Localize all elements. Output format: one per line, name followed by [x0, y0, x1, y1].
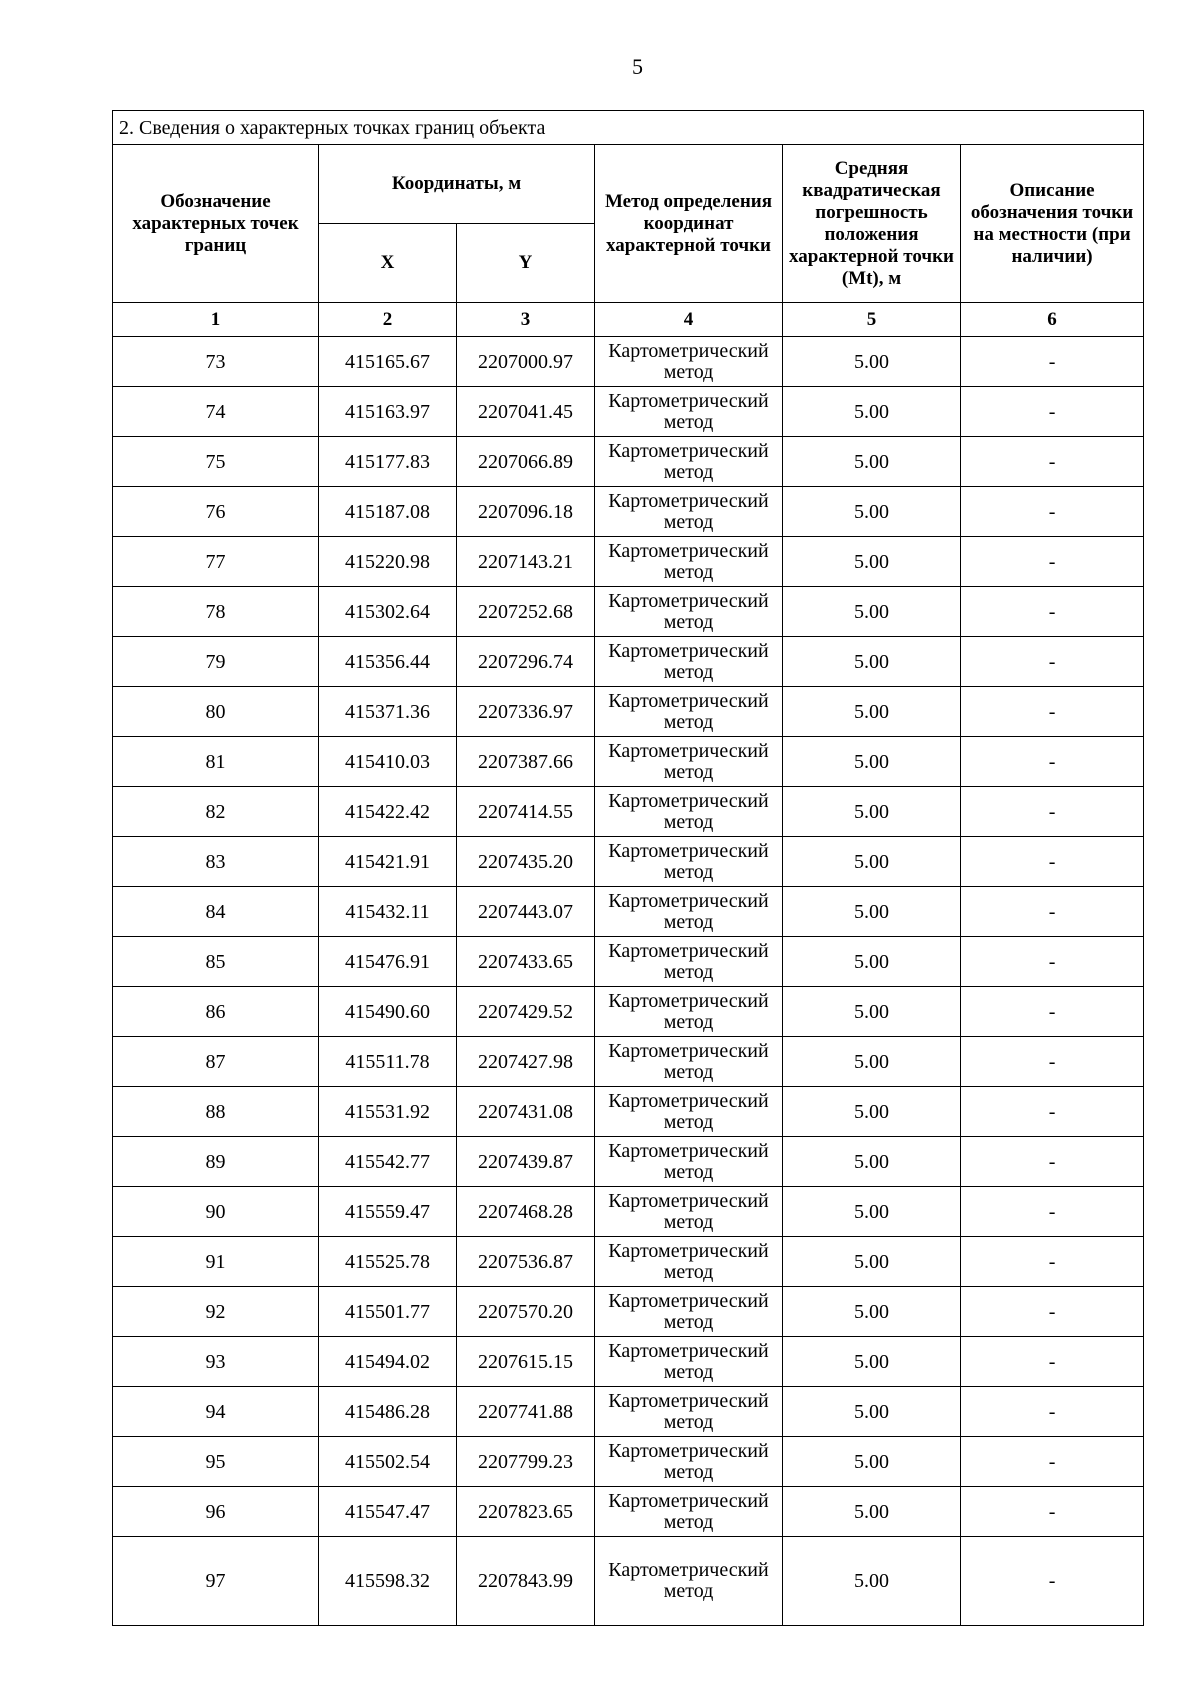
- x-coordinate-cell: 415531.92: [319, 1087, 457, 1137]
- point-number-cell: 75: [113, 437, 319, 487]
- table-row: [113, 1287, 1144, 1337]
- x-coordinate-cell: 415302.64: [319, 587, 457, 637]
- method-text: Картометрический метод: [608, 589, 769, 633]
- x-coordinate-cell: 415187.08: [319, 487, 457, 537]
- point-number-cell: 77: [113, 537, 319, 587]
- description-cell: -: [961, 1237, 1144, 1287]
- table-row: [113, 587, 1144, 637]
- method-cell: [595, 1237, 783, 1287]
- y-coordinate-cell: 2207041.45: [457, 387, 595, 437]
- point-number-cell: 86: [113, 987, 319, 1037]
- method-text: Картометрический метод: [608, 1089, 769, 1133]
- method-cell: [595, 1137, 783, 1187]
- error-cell: 5.00: [783, 437, 961, 487]
- column-number: 5: [783, 303, 961, 337]
- method-cell: [595, 837, 783, 887]
- column-number: 1: [113, 303, 319, 337]
- method-text: Картометрический метод: [608, 1239, 769, 1283]
- y-coordinate-cell: 2207296.74: [457, 637, 595, 687]
- table-row: [113, 1487, 1144, 1537]
- method-cell: [595, 637, 783, 687]
- description-cell: -: [961, 537, 1144, 587]
- method-text: Картометрический метод: [608, 989, 769, 1033]
- table-row: [113, 1437, 1144, 1487]
- table-row: [113, 837, 1144, 887]
- description-cell: -: [961, 1437, 1144, 1487]
- description-cell: -: [961, 487, 1144, 537]
- table-row: [113, 337, 1144, 387]
- method-text: Картометрический метод: [608, 939, 769, 983]
- method-text: Картометрический метод: [608, 739, 769, 783]
- error-cell: 5.00: [783, 987, 961, 1037]
- table-row: [113, 437, 1144, 487]
- table-row: [113, 937, 1144, 987]
- header-description: Описание обозначения точки на местности (при наличии): [961, 145, 1144, 303]
- method-cell: [595, 1437, 783, 1487]
- table-row: [113, 737, 1144, 787]
- method-cell: [595, 487, 783, 537]
- x-coordinate-cell: 415432.11: [319, 887, 457, 937]
- y-coordinate-cell: 2207252.68: [457, 587, 595, 637]
- method-cell: [595, 437, 783, 487]
- error-cell: 5.00: [783, 1387, 961, 1437]
- method-cell: [595, 587, 783, 637]
- error-cell: 5.00: [783, 387, 961, 437]
- description-cell: -: [961, 1487, 1144, 1537]
- error-cell: 5.00: [783, 1237, 961, 1287]
- header-method: Метод определения координат характерной точки: [595, 145, 783, 303]
- point-number-cell: 97: [113, 1537, 319, 1626]
- x-coordinate-cell: 415165.67: [319, 337, 457, 387]
- y-coordinate-cell: 2207414.55: [457, 787, 595, 837]
- error-cell: 5.00: [783, 1087, 961, 1137]
- y-coordinate-cell: 2207570.20: [457, 1287, 595, 1337]
- description-cell: -: [961, 1037, 1144, 1087]
- x-coordinate-cell: 415486.28: [319, 1387, 457, 1437]
- y-coordinate-cell: 2207615.15: [457, 1337, 595, 1387]
- x-coordinate-cell: 415501.77: [319, 1287, 457, 1337]
- method-cell: [595, 687, 783, 737]
- y-coordinate-cell: 2207799.23: [457, 1437, 595, 1487]
- point-number-cell: 95: [113, 1437, 319, 1487]
- boundary-points-table: [112, 110, 1144, 1626]
- y-coordinate-cell: 2207427.98: [457, 1037, 595, 1087]
- x-coordinate-cell: 415177.83: [319, 437, 457, 487]
- method-text: Картометрический метод: [608, 839, 769, 883]
- error-cell: 5.00: [783, 337, 961, 387]
- method-text: Картометрический метод: [608, 789, 769, 833]
- point-number-cell: 96: [113, 1487, 319, 1537]
- error-cell: 5.00: [783, 837, 961, 887]
- error-cell: 5.00: [783, 887, 961, 937]
- description-cell: -: [961, 837, 1144, 887]
- error-cell: 5.00: [783, 937, 961, 987]
- description-cell: -: [961, 337, 1144, 387]
- page-number: 5: [632, 54, 643, 79]
- table-row: [113, 887, 1144, 937]
- method-cell: [595, 1287, 783, 1337]
- description-cell: -: [961, 987, 1144, 1037]
- description-cell: -: [961, 587, 1144, 637]
- error-cell: 5.00: [783, 1337, 961, 1387]
- method-cell: [595, 1037, 783, 1087]
- point-number-cell: 79: [113, 637, 319, 687]
- y-coordinate-cell: 2207823.65: [457, 1487, 595, 1537]
- x-coordinate-cell: 415525.78: [319, 1237, 457, 1287]
- method-text: Картометрический метод: [608, 339, 769, 383]
- table-row: [113, 687, 1144, 737]
- method-cell: [595, 1387, 783, 1437]
- point-number-cell: 90: [113, 1187, 319, 1237]
- point-number-cell: 93: [113, 1337, 319, 1387]
- method-text: Картометрический метод: [608, 889, 769, 933]
- table-row: [113, 1187, 1144, 1237]
- y-coordinate-cell: 2207443.07: [457, 887, 595, 937]
- method-cell: [595, 737, 783, 787]
- x-coordinate-cell: 415356.44: [319, 637, 457, 687]
- x-coordinate-cell: 415547.47: [319, 1487, 457, 1537]
- point-number-cell: 89: [113, 1137, 319, 1187]
- y-coordinate-cell: 2207096.18: [457, 487, 595, 537]
- table-row: [113, 387, 1144, 437]
- x-coordinate-cell: 415542.77: [319, 1137, 457, 1187]
- point-number-cell: 82: [113, 787, 319, 837]
- description-cell: -: [961, 687, 1144, 737]
- y-coordinate-cell: 2207431.08: [457, 1087, 595, 1137]
- x-coordinate-cell: 415371.36: [319, 687, 457, 737]
- y-coordinate-cell: 2207143.21: [457, 537, 595, 587]
- point-number-cell: 74: [113, 387, 319, 437]
- description-cell: -: [961, 1537, 1144, 1626]
- x-coordinate-cell: 415511.78: [319, 1037, 457, 1087]
- y-coordinate-cell: 2207468.28: [457, 1187, 595, 1237]
- method-cell: [595, 1087, 783, 1137]
- table-row: [113, 487, 1144, 537]
- point-number-cell: 78: [113, 587, 319, 637]
- column-number: 3: [457, 303, 595, 337]
- point-number-cell: 88: [113, 1087, 319, 1137]
- y-coordinate-cell: 2207336.97: [457, 687, 595, 737]
- y-coordinate-cell: 2207000.97: [457, 337, 595, 387]
- error-cell: 5.00: [783, 1287, 961, 1337]
- error-cell: 5.00: [783, 687, 961, 737]
- method-cell: [595, 1537, 783, 1626]
- method-text: Картометрический метод: [608, 389, 769, 433]
- section-title: 2. Сведения о характерных точках границ объекта: [113, 111, 1144, 145]
- error-cell: 5.00: [783, 1137, 961, 1187]
- method-cell: [595, 537, 783, 587]
- method-text: Картометрический метод: [608, 1339, 769, 1383]
- x-coordinate-cell: 415598.32: [319, 1537, 457, 1626]
- x-coordinate-cell: 415490.60: [319, 987, 457, 1037]
- method-cell: [595, 1487, 783, 1537]
- error-cell: 5.00: [783, 487, 961, 537]
- error-cell: 5.00: [783, 1487, 961, 1537]
- method-cell: [595, 987, 783, 1037]
- x-coordinate-cell: 415476.91: [319, 937, 457, 987]
- error-cell: 5.00: [783, 1437, 961, 1487]
- method-text: Картометрический метод: [608, 1389, 769, 1433]
- description-cell: -: [961, 387, 1144, 437]
- description-cell: -: [961, 1337, 1144, 1387]
- table-row: [113, 1337, 1144, 1387]
- method-text: Картометрический метод: [608, 1189, 769, 1233]
- method-text: Картометрический метод: [608, 689, 769, 733]
- error-cell: 5.00: [783, 737, 961, 787]
- header-error: Средняя квадратическая погрешность положения характерной точки (Mt), м: [783, 145, 961, 303]
- table-row: [113, 1037, 1144, 1087]
- y-coordinate-cell: 2207536.87: [457, 1237, 595, 1287]
- y-coordinate-cell: 2207387.66: [457, 737, 595, 787]
- point-number-cell: 92: [113, 1287, 319, 1337]
- description-cell: -: [961, 637, 1144, 687]
- error-cell: 5.00: [783, 587, 961, 637]
- x-coordinate-cell: 415502.54: [319, 1437, 457, 1487]
- header-designation: Обозначение характерных точек границ: [113, 145, 319, 303]
- table-row: [113, 537, 1144, 587]
- x-coordinate-cell: 415494.02: [319, 1337, 457, 1387]
- header-y: Y: [457, 224, 595, 303]
- table-row: [113, 987, 1144, 1037]
- table-row: [113, 1137, 1144, 1187]
- description-cell: -: [961, 887, 1144, 937]
- method-text: Картометрический метод: [608, 1139, 769, 1183]
- description-cell: -: [961, 1087, 1144, 1137]
- error-cell: 5.00: [783, 1537, 961, 1626]
- table-row: [113, 1237, 1144, 1287]
- error-cell: 5.00: [783, 637, 961, 687]
- point-number-cell: 76: [113, 487, 319, 537]
- method-text: Картометрический метод: [608, 1289, 769, 1333]
- x-coordinate-cell: 415163.97: [319, 387, 457, 437]
- point-number-cell: 84: [113, 887, 319, 937]
- x-coordinate-cell: 415410.03: [319, 737, 457, 787]
- method-text: Картометрический метод: [608, 439, 769, 483]
- description-cell: -: [961, 737, 1144, 787]
- y-coordinate-cell: 2207429.52: [457, 987, 595, 1037]
- y-coordinate-cell: 2207435.20: [457, 837, 595, 887]
- method-cell: [595, 937, 783, 987]
- point-number-cell: 83: [113, 837, 319, 887]
- point-number-cell: 94: [113, 1387, 319, 1437]
- table-row: [113, 637, 1144, 687]
- method-cell: [595, 1187, 783, 1237]
- method-text: Картометрический метод: [608, 1039, 769, 1083]
- error-cell: 5.00: [783, 537, 961, 587]
- description-cell: -: [961, 1387, 1144, 1437]
- table-row: [113, 787, 1144, 837]
- description-cell: -: [961, 437, 1144, 487]
- point-number-cell: 73: [113, 337, 319, 387]
- table-row: [113, 1387, 1144, 1437]
- description-cell: -: [961, 1187, 1144, 1237]
- column-number: 2: [319, 303, 457, 337]
- method-text: Картометрический метод: [608, 1439, 769, 1483]
- y-coordinate-cell: 2207439.87: [457, 1137, 595, 1187]
- method-cell: [595, 337, 783, 387]
- x-coordinate-cell: 415421.91: [319, 837, 457, 887]
- column-number-row: [113, 303, 1144, 337]
- description-cell: -: [961, 787, 1144, 837]
- x-coordinate-cell: 415220.98: [319, 537, 457, 587]
- method-text: Картометрический метод: [608, 1559, 769, 1602]
- column-number: 6: [961, 303, 1144, 337]
- header-coordinates: Координаты, м: [319, 145, 595, 224]
- point-number-cell: 80: [113, 687, 319, 737]
- y-coordinate-cell: 2207741.88: [457, 1387, 595, 1437]
- error-cell: 5.00: [783, 1037, 961, 1087]
- method-cell: [595, 787, 783, 837]
- column-number: 4: [595, 303, 783, 337]
- table-row: [113, 1087, 1144, 1137]
- method-text: Картометрический метод: [608, 1489, 769, 1533]
- point-number-cell: 85: [113, 937, 319, 987]
- header-x: X: [319, 224, 457, 303]
- x-coordinate-cell: 415422.42: [319, 787, 457, 837]
- method-text: Картометрический метод: [608, 639, 769, 683]
- table-row: [113, 1537, 1144, 1626]
- method-text: Картометрический метод: [608, 539, 769, 583]
- method-cell: [595, 1337, 783, 1387]
- point-number-cell: 87: [113, 1037, 319, 1087]
- method-text: Картометрический метод: [608, 489, 769, 533]
- description-cell: -: [961, 1287, 1144, 1337]
- description-cell: -: [961, 937, 1144, 987]
- description-cell: -: [961, 1137, 1144, 1187]
- y-coordinate-cell: 2207843.99: [457, 1537, 595, 1626]
- y-coordinate-cell: 2207066.89: [457, 437, 595, 487]
- method-cell: [595, 387, 783, 437]
- point-number-cell: 91: [113, 1237, 319, 1287]
- point-number-cell: 81: [113, 737, 319, 787]
- error-cell: 5.00: [783, 1187, 961, 1237]
- method-cell: [595, 887, 783, 937]
- y-coordinate-cell: 2207433.65: [457, 937, 595, 987]
- x-coordinate-cell: 415559.47: [319, 1187, 457, 1237]
- error-cell: 5.00: [783, 787, 961, 837]
